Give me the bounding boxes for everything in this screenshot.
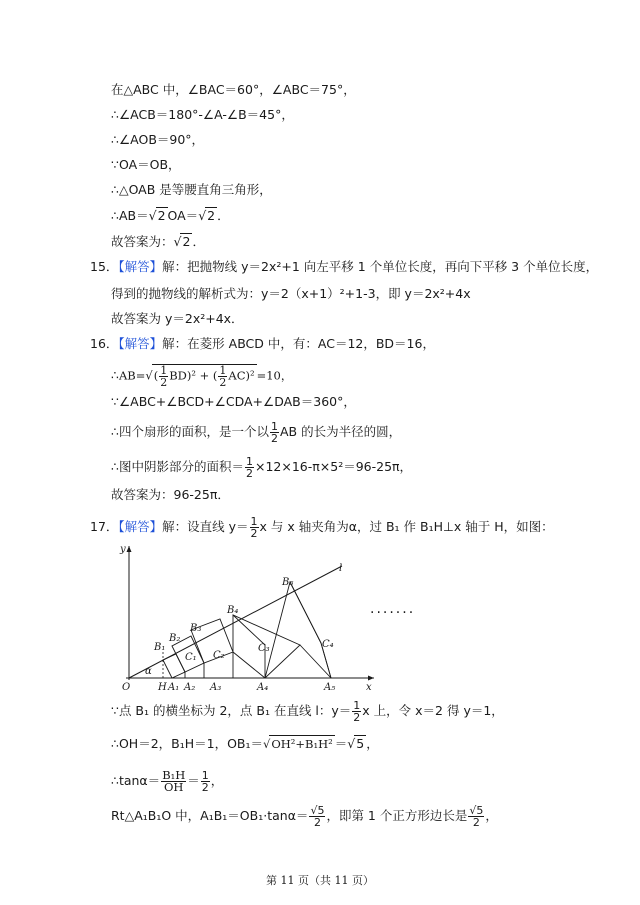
label-alpha: α — [145, 666, 152, 677]
question-number: 17． — [90, 519, 119, 534]
question-number: 15． — [90, 259, 119, 274]
text-line — [111, 233, 205, 250]
label-a3: A₃ — [210, 682, 222, 690]
label-a2: A₂ — [184, 682, 196, 690]
text-line — [111, 207, 230, 224]
sqrt-sign: √ — [198, 208, 207, 223]
sqrt-radicand — [152, 364, 257, 388]
sqrt-radicand: 2 — [182, 234, 191, 249]
q16-line — [90, 336, 435, 352]
text-line: 故答案为：96-25π． — [111, 487, 230, 502]
text-fragment: 故答案为： — [111, 234, 174, 249]
text-line — [111, 700, 504, 723]
answer-tag: 【解答】 — [118, 519, 163, 534]
text-fragment: ∴ — [111, 367, 119, 383]
question-number: 16． — [90, 336, 119, 351]
denominator: 2 — [270, 432, 278, 445]
fraction — [309, 805, 325, 828]
label-b1: B₁ — [154, 642, 166, 653]
squares-figure — [112, 540, 382, 690]
y-axis-arrow-icon — [127, 546, 132, 552]
fraction — [218, 365, 227, 388]
numerator: 1 — [201, 769, 209, 782]
text-line: ∵∠ABC+∠BCD+∠CDA+∠DAB＝360°， — [111, 394, 356, 409]
denominator: 2 — [219, 376, 227, 389]
fraction — [161, 770, 186, 793]
text-fragment: ∴图中阴影部分的面积＝ — [111, 459, 244, 474]
denominator: 2 — [160, 376, 168, 389]
label-b2: B₂ — [169, 633, 181, 644]
label-x: x — [366, 682, 372, 690]
fraction — [250, 516, 259, 539]
text-line — [111, 735, 379, 752]
label-o: O — [122, 682, 131, 690]
numerator: 1 — [245, 455, 253, 468]
text-fragment: ∴四个扇形的面积，是一个以 — [111, 424, 269, 439]
denominator: 2 — [472, 816, 480, 829]
numerator: 1 — [160, 364, 168, 377]
sqrt-sign: √ — [347, 736, 356, 751]
text-fragment: ，即第 1 个正方形边长是 — [326, 808, 468, 823]
label-b4: B₄ — [227, 605, 239, 616]
square-5 — [265, 582, 331, 678]
label-b5: B₅ — [282, 577, 294, 588]
text-fragment: BD)² + ( — [169, 368, 218, 383]
squares — [163, 582, 331, 678]
text-line — [111, 805, 498, 828]
sqrt-sign: √ — [263, 737, 271, 751]
label-b3: B₃ — [190, 623, 202, 634]
text-fragment: 解：把抛物线 y＝2x²+1 向左平移 1 个单位长度，再向下平移 3 个单位长度， — [162, 259, 599, 274]
page-footer: 第 11 页（共 11 页） — [266, 874, 374, 887]
square-edges — [185, 582, 331, 678]
text-fragment: OA＝ — [167, 208, 199, 223]
numerator: 1 — [270, 420, 278, 433]
fraction — [352, 700, 361, 723]
text-fragment: ． — [217, 208, 230, 223]
text-line: 在△ABC 中，∠BAC＝60°，∠ABC＝75°， — [111, 82, 356, 97]
x-axis-arrow-icon — [368, 676, 374, 681]
q15-line — [90, 259, 598, 275]
text-fragment: 解：在菱形 ABCD 中，有：AC＝12，BD＝16， — [162, 336, 435, 351]
text-fragment: ＝ — [334, 736, 348, 751]
text-line: ∵OA＝OB， — [111, 157, 181, 172]
answer-tag: 【解答】 — [118, 259, 163, 274]
numerator: √5 — [469, 804, 484, 817]
numerator: √5 — [310, 804, 325, 817]
text-line — [111, 421, 401, 444]
text-line — [111, 364, 292, 388]
sqrt-sign: √ — [148, 208, 157, 223]
numerator: 1 — [250, 515, 258, 528]
sqrt-sign: √ — [145, 368, 153, 383]
text-fragment: 解：设直线 y＝ — [162, 519, 249, 534]
fraction — [468, 805, 484, 828]
text-fragment: ×12×16-π×5²＝96-25π， — [254, 459, 413, 474]
label-a4: A₄ — [257, 682, 269, 690]
sqrt-sign: √ — [173, 234, 182, 249]
text-fragment: x 上，令 x＝2 得 y＝1， — [362, 703, 504, 718]
text-fragment: ∴AB＝ — [111, 208, 149, 223]
sqrt-radicand: OH²+B₁H² — [271, 737, 333, 751]
text-fragment: AB 的长为半径的圆， — [279, 424, 402, 439]
text-fragment: ∵点 B₁ 的横坐标为 2，点 B₁ 在直线 l：y＝ — [111, 703, 352, 718]
denominator: 2 — [313, 816, 321, 829]
answer-tag: 【解答】 — [118, 336, 163, 351]
text-fragment: ( — [153, 368, 159, 383]
label-h: H — [158, 682, 167, 690]
numerator: 1 — [353, 699, 361, 712]
label-y: y — [120, 544, 126, 555]
sqrt-radicand: 2 — [207, 208, 216, 223]
text-fragment: =10， — [256, 368, 293, 383]
text-fragment: AB= — [118, 368, 146, 383]
denominator: 2 — [353, 711, 361, 724]
text-line: 得到的抛物线的解析式为：y＝2（x+1）²+1-3，即 y＝2x²+4x — [111, 286, 471, 301]
text-fragment: Rt△A₁B₁O 中，A₁B₁＝OB₁·tanα＝ — [111, 808, 309, 823]
text-fragment: ， — [485, 808, 498, 823]
text-line: ∴∠AOB＝90°， — [111, 132, 205, 147]
label-a1: A₁ — [168, 682, 180, 690]
q17-line — [90, 516, 554, 539]
sqrt-radicand: 2 — [157, 208, 166, 223]
numerator: 1 — [219, 364, 227, 377]
label-a5: A₅ — [324, 682, 336, 690]
label-c3: C₃ — [258, 643, 270, 654]
denominator: OH — [164, 780, 184, 794]
ellipsis-dots: ······· — [370, 605, 416, 621]
denominator: 2 — [201, 781, 209, 794]
text-fragment: AC)² — [228, 368, 255, 383]
text-line: ∴△OAB 是等腰直角三角形， — [111, 182, 272, 197]
text-fragment: x 与 x 轴夹角为α，过 B₁ 作 B₁H⊥x 轴于 H，如图： — [259, 519, 554, 534]
label-c2: C₂ — [213, 650, 225, 661]
fraction — [159, 365, 168, 388]
text-line — [111, 770, 223, 793]
denominator: 2 — [250, 527, 258, 540]
text-line — [111, 456, 412, 479]
text-fragment: ， — [210, 773, 224, 788]
text-line: 故答案为 y＝2x²+4x． — [111, 311, 244, 326]
text-line: ∴∠ACB＝180°-∠A-∠B＝45°， — [111, 107, 294, 122]
fraction — [270, 421, 279, 444]
fraction — [201, 770, 210, 793]
numerator: B₁H — [162, 768, 186, 782]
sqrt-radicand: 5 — [356, 736, 365, 751]
text-fragment: ＝ — [187, 773, 200, 788]
label-l: l — [339, 563, 343, 574]
text-fragment: ∴OH＝2，B₁H＝1，OB₁＝ — [111, 736, 264, 751]
text-fragment: ∴tanα＝ — [111, 773, 161, 788]
text-fragment: ， — [366, 736, 379, 751]
denominator: 2 — [245, 467, 253, 480]
fraction — [245, 456, 254, 479]
label-c1: C₁ — [185, 652, 197, 663]
text-fragment: ． — [192, 234, 205, 249]
label-c4: C₄ — [322, 639, 334, 650]
